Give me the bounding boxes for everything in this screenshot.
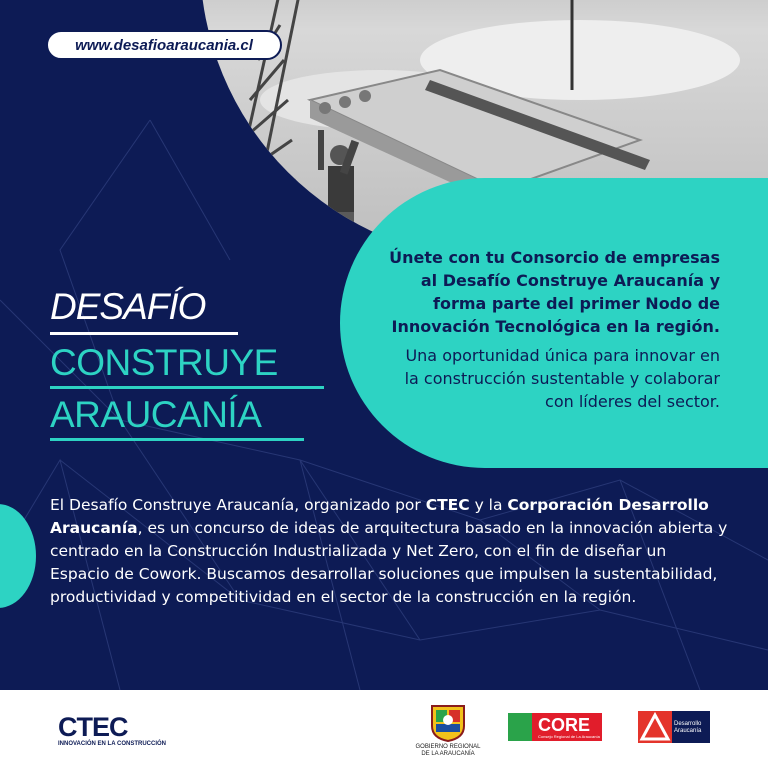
gobierno-regional-shield-icon [430,704,466,742]
core-wordmark: CORE [538,715,591,735]
title-desafio: DESAFÍO [50,286,206,327]
desarrollo-araucania-label: Desarrollo Araucanía [674,721,702,734]
callout-heading: Únete con tu Consorcio de empresas al Desafío Construye Araucanía y forma parte del primer Nodo de Innovación Tecnológica en la región. [389,248,720,336]
title-underline [50,332,238,335]
title-araucania: ARAUCANÍA [50,394,262,435]
core-logo [508,713,602,741]
core-subtitle: Consejo Regional de La Araucanía [538,734,600,739]
ctec-tagline: INNOVACIÓN EN LA CONSTRUCCIÓN [58,741,166,747]
core-emblem-icon [508,713,532,741]
title-underline [50,386,324,389]
website-url-badge[interactable]: www.desafioaraucania.cl [46,30,282,60]
description-paragraph: El Desafío Construye Araucanía, organizado por CTEC y la Corporación Desarrollo Araucanía, es un concurso de ideas de arquitectura basado en la innovación abierta y centrado en la Construcción Industrializada y Net Zero, con el fin de diseñar un Espacio de Cowork. Buscamos desarrollar soluciones que impulsen la sustentabilidad, productividad y competitividad en el sector de la construcción en la región. [50,496,728,606]
callout-text: Una oportunidad única para innovar en la construcción sustentable y colaborar con líderes del sector. [404,346,720,411]
title-construye: CONSTRUYE [50,342,278,383]
desarrollo-araucania-mark-icon [638,711,672,743]
gobierno-regional-label: GOBIERNO REGIONAL DE LA ARAUCANÍA [415,744,481,757]
title-underline [50,438,304,441]
ctec-logo: CTEC [58,712,128,742]
